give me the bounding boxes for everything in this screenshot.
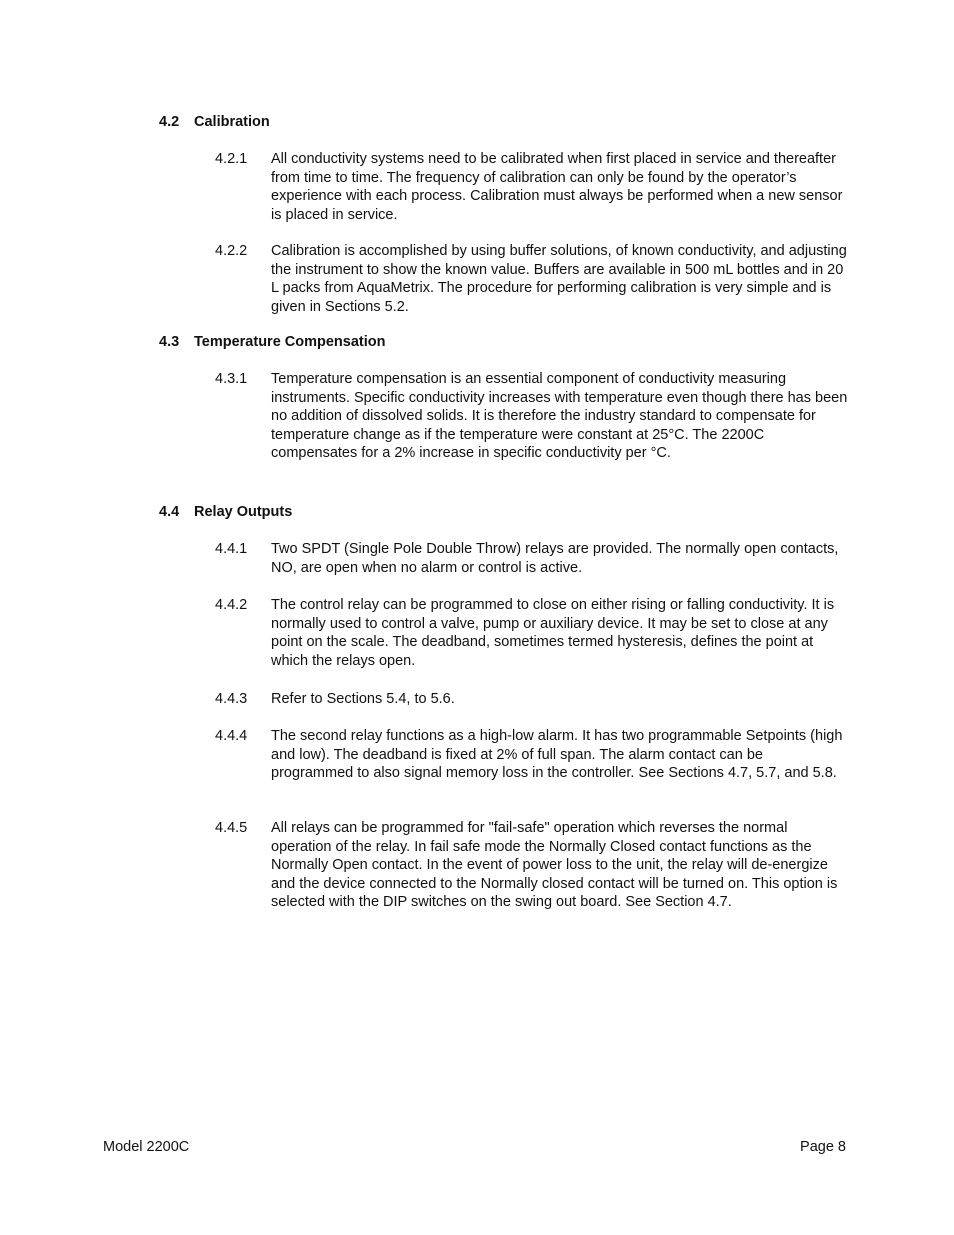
section-heading-relay-outputs — [159, 503, 292, 521]
paragraph-text: Temperature compensation is an essential component of conductivity measuring instruments. Specific conductivity increases with temperature even though there has been no addition of dissolved solids. It is therefore the industry standard to compensate for temperature change as if the temperature were constant at 25°C. The 2200C compensates for a 2% increase in specific conductivity per °C. — [271, 371, 848, 462]
paragraph-4-4-4 — [215, 727, 850, 783]
section-title: Calibration — [194, 114, 270, 130]
paragraph-text: The control relay can be programmed to close on either rising or falling conductivity. It is normally used to control a valve, pump or auxiliary device. It may be set to close at any point on the scale. The deadband, sometimes termed hysteresis, defines the point at which the relays open. — [271, 597, 835, 669]
section-title: Temperature Compensation — [194, 334, 386, 350]
footer-model: Model 2200C — [103, 1139, 190, 1155]
paragraph-4-2-2 — [215, 242, 850, 316]
paragraph-number: 4.4.4 — [215, 728, 248, 744]
paragraph-number: 4.2.1 — [215, 151, 248, 167]
footer-page-number: Page 8 — [800, 1139, 846, 1155]
section-title: Relay Outputs — [194, 504, 293, 520]
paragraph-number: 4.4.2 — [215, 597, 248, 613]
paragraph-text: Refer to Sections 5.4, to 5.6. — [271, 691, 455, 707]
paragraph-number: 4.4.1 — [215, 541, 248, 557]
paragraph-text: Two SPDT (Single Pole Double Throw) relays are provided. The normally open contacts, NO, are open when no alarm or control is active. — [271, 541, 839, 576]
paragraph-4-4-1 — [215, 540, 850, 577]
paragraph-text: All relays can be programmed for "fail-safe" operation which reverses the normal operation of the relay. In fail safe mode the Normally Closed contact functions as the Normally Open contact. In the event of power loss to the unit, the relay will de-energize and the device connected to the Normally closed contact will be turned on. This option is selected with the DIP switches on the swing out board. See Section 4.7. — [271, 820, 838, 911]
paragraph-4-4-5 — [215, 819, 850, 912]
paragraph-4-4-2 — [215, 596, 850, 670]
paragraph-number: 4.3.1 — [215, 371, 248, 387]
paragraph-number: 4.4.5 — [215, 820, 248, 836]
paragraph-4-3-1 — [215, 370, 850, 463]
section-number: 4.3 — [159, 334, 180, 350]
section-number: 4.2 — [159, 114, 180, 130]
section-heading-temperature-compensation — [159, 333, 386, 351]
paragraph-text: Calibration is accomplished by using buffer solutions, of known conductivity, and adjusting the instrument to show the known value. Buffers are available in 500 mL bottles and in 20 L packs from AquaMetrix. The procedure for performing calibration is very simple and is given in Sections 5.2. — [271, 243, 847, 315]
paragraph-text: All conductivity systems need to be calibrated when first placed in service and thereafter from time to time. The frequency of calibration can only be found by the operator’s experience with each process. Calibration must always be performed when a new sensor is placed in service. — [271, 151, 843, 223]
paragraph-4-4-3 — [215, 690, 850, 709]
paragraph-4-2-1 — [215, 150, 850, 224]
paragraph-number: 4.4.3 — [215, 691, 248, 707]
paragraph-text: The second relay functions as a high-low alarm. It has two programmable Setpoints (high and low). The deadband is fixed at 2% of full span. The alarm contact can be programmed to also signal memory loss in the controller. See Sections 4.7, 5.7, and 5.8. — [271, 728, 843, 782]
section-number: 4.4 — [159, 504, 180, 520]
paragraph-number: 4.2.2 — [215, 243, 248, 259]
section-heading-calibration — [159, 113, 270, 131]
